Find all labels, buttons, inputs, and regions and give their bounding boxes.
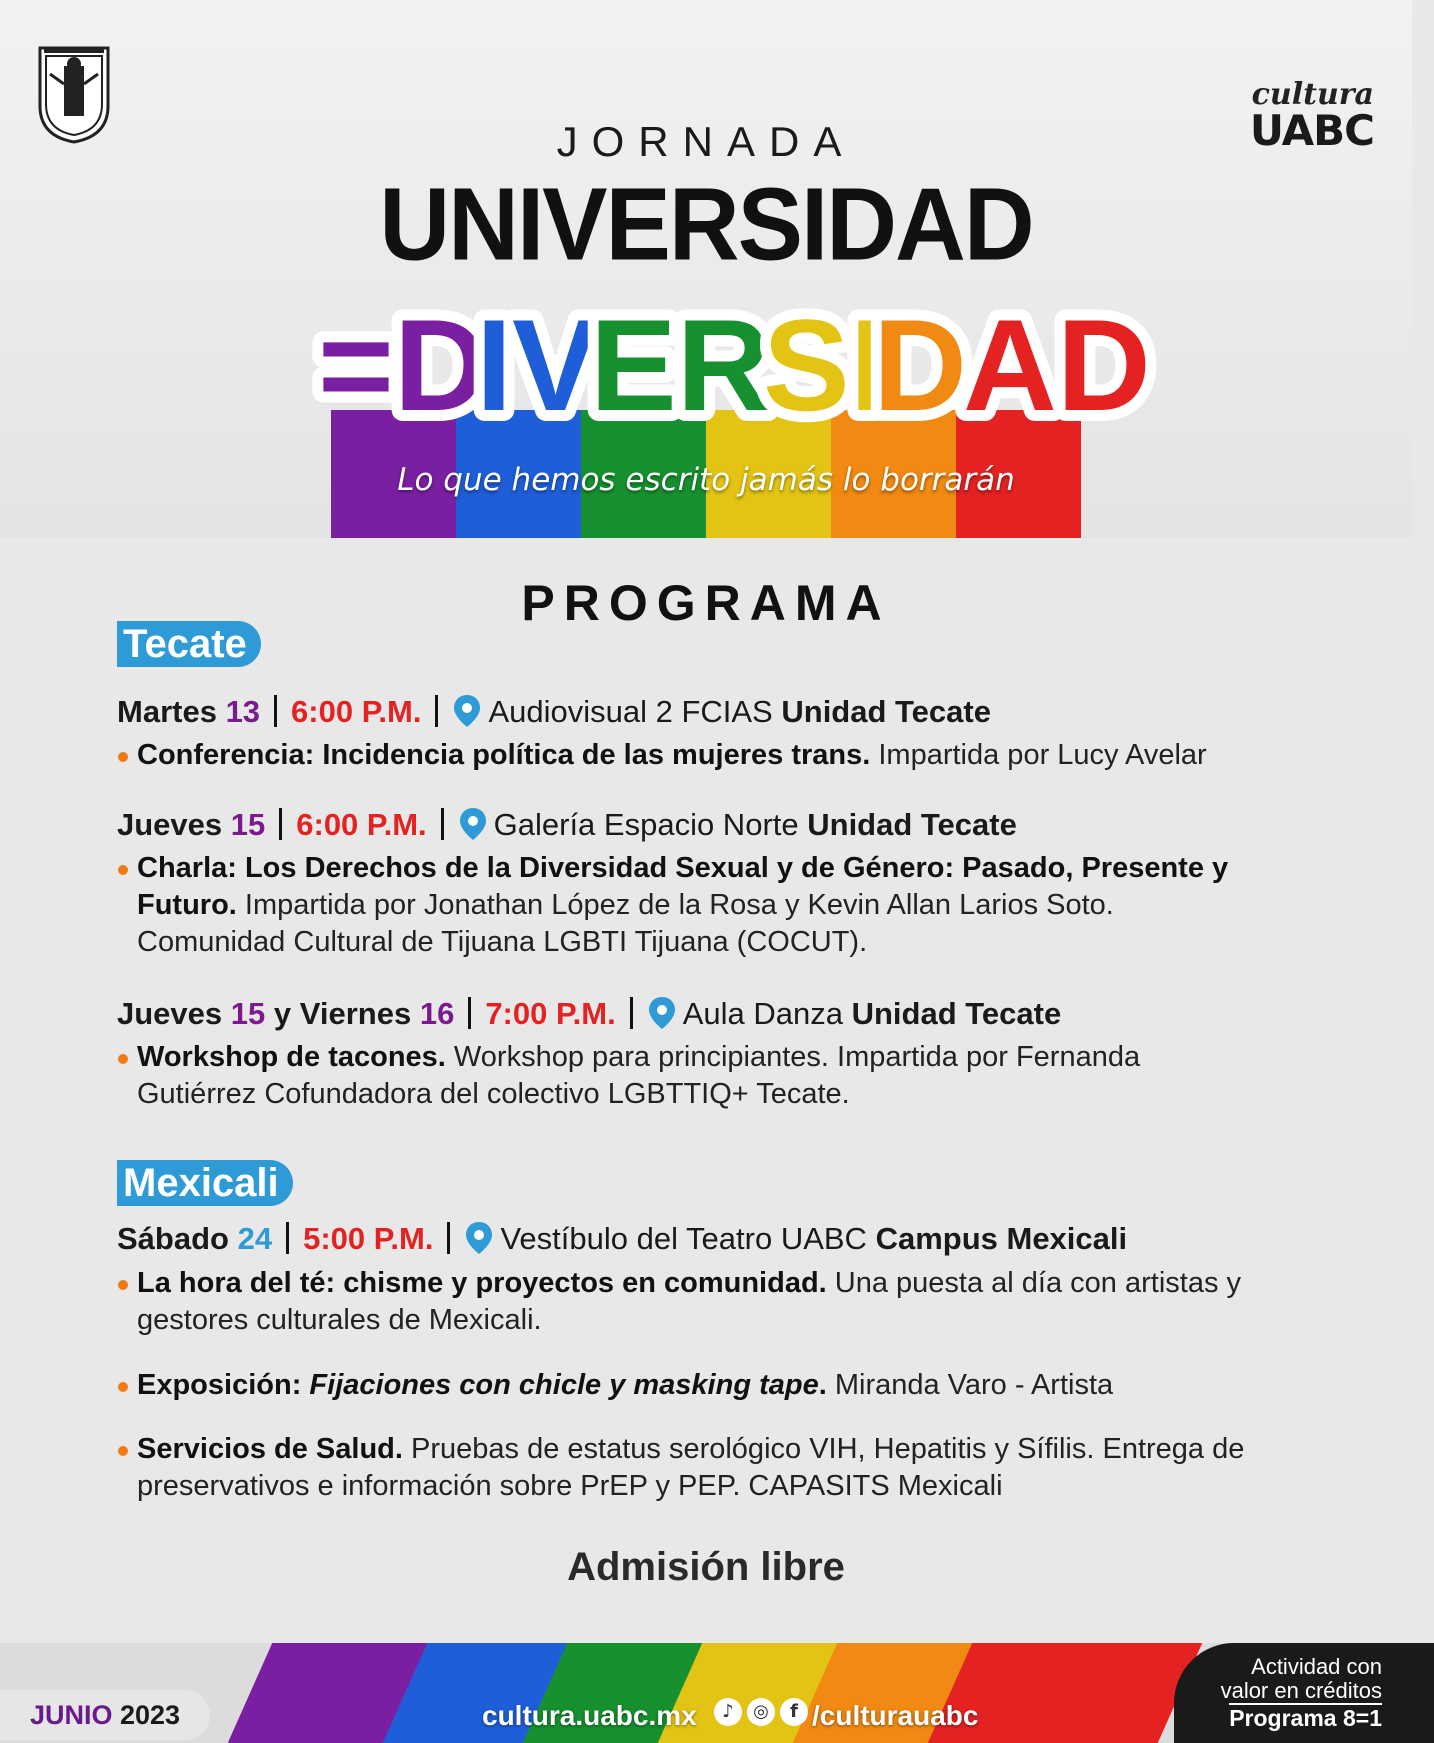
event-date: 24 (237, 1221, 273, 1256)
separator (279, 808, 282, 840)
year: 2023 (119, 1700, 181, 1730)
location-pin-icon (458, 807, 488, 841)
event-unit: Unidad Tecate (807, 807, 1017, 842)
event-description (137, 850, 1247, 961)
event-date: 16 (419, 996, 455, 1031)
event-time: 7:00 P.M. (485, 996, 616, 1031)
event-place: Aula Danza (682, 996, 843, 1031)
mexicali-tag: Mexicali (117, 1160, 293, 1206)
separator (441, 808, 444, 840)
credit-badge (1174, 1643, 1434, 1743)
event-title: Exposición: (137, 1369, 310, 1401)
event-unit: Unidad Tecate (781, 694, 991, 729)
event-place: Vestíbulo del Teatro UABC (500, 1221, 867, 1256)
event-title-end: . (818, 1369, 827, 1401)
instagram-icon[interactable]: ◎ (747, 1698, 775, 1726)
social-icons (714, 1698, 808, 1726)
event-place: Audiovisual 2 FCIAS (488, 694, 773, 729)
event-title: Servicios de Salud. (137, 1433, 403, 1465)
website-link[interactable]: cultura.uabc.mx (482, 1700, 697, 1731)
diversidad-title (318, 282, 1151, 438)
event-title: Charla: Los Derechos de la Diversidad Sexual y de Género: Pasado, Presente y Futuro. (137, 852, 1229, 921)
event-title-italic: Fijaciones con chicle y masking tape (309, 1369, 819, 1401)
div-char: ER (590, 292, 771, 438)
slogan: Lo que hemos escrito jamás lo borrarán (397, 462, 1015, 498)
credit-line-1: Actividad con (1251, 1654, 1382, 1679)
event-conjunction: y (273, 996, 292, 1031)
event-day: Martes (117, 694, 217, 729)
event-description (137, 1265, 1257, 1339)
tiktok-icon[interactable]: ♪ (714, 1698, 742, 1726)
location-pin-icon (452, 694, 482, 728)
date-badge (0, 1690, 210, 1740)
separator (286, 1222, 289, 1254)
event-date: 13 (225, 694, 261, 729)
month: JUNIO (29, 1700, 113, 1730)
separator (435, 695, 438, 727)
jornada-label: JORNADA (556, 118, 856, 165)
cultura-logo-text: cultura (1251, 77, 1374, 112)
event-description (137, 737, 1287, 774)
event-time: 5:00 P.M. (303, 1221, 434, 1256)
separator (630, 997, 633, 1029)
event-day: Viernes (299, 996, 412, 1031)
div-char: AD (963, 292, 1151, 438)
facebook-icon[interactable]: f (780, 1698, 808, 1726)
event-day: Jueves (117, 807, 223, 842)
separator (274, 695, 277, 727)
location-pin-icon (464, 1221, 494, 1255)
social-handle[interactable]: /culturauabc (812, 1700, 979, 1731)
tecate-tag: Tecate (117, 621, 261, 667)
event-title: Workshop de tacones. (137, 1041, 446, 1073)
event-description (137, 1367, 1287, 1404)
event-header (117, 692, 991, 732)
event-description (137, 1431, 1287, 1505)
event-text: Impartida por Jonathan López de la Rosa y Kevin Allan Larios Soto. Comunidad Cultural de Tijuana LGBTI Tijuana (COCUT). (137, 889, 1114, 958)
div-char: SI (763, 292, 886, 438)
event-date: 15 (230, 996, 266, 1031)
event-header (117, 805, 1017, 845)
separator (447, 1222, 450, 1254)
event-text: Miranda Varo - Artista (826, 1369, 1114, 1401)
div-char: IV (476, 292, 599, 438)
event-title: Conferencia: Incidencia política de las mujeres trans. (137, 739, 871, 771)
event-header (117, 994, 1061, 1034)
event-unit: Campus Mexicali (875, 1221, 1128, 1256)
event-text: Workshop para principiantes. Impartida por Fernanda Gutiérrez Cofundadora del colectivo LGBTTIQ+ Tecate. (137, 1041, 1141, 1110)
event-date: 15 (230, 807, 266, 842)
event-description (137, 1039, 1207, 1113)
div-char: D (873, 292, 967, 438)
separator (468, 997, 471, 1029)
event-unit: Unidad Tecate (851, 996, 1062, 1031)
event-text: Impartida por Lucy Avelar (870, 739, 1207, 771)
location-pin-icon (647, 996, 677, 1030)
event-title: La hora del té: chisme y proyectos en comunidad. (137, 1267, 827, 1299)
event-text: Pruebas de estatus serológico VIH, Hepatitis y Sífilis. Entrega de preservativos e información sobre PrEP y PEP. CAPASITS Mexicali (137, 1433, 1245, 1502)
event-text: Una puesta al día con artistas y gestores culturales de Mexicali. (137, 1267, 1242, 1336)
programa-title: PROGRAMA (521, 575, 891, 631)
event-time: 6:00 P.M. (291, 694, 422, 729)
event-time: 6:00 P.M. (296, 807, 427, 842)
event-day: Sábado (117, 1221, 229, 1256)
uabc-logo-text: UABC (1249, 106, 1374, 155)
credit-line-2: valor en créditos (1220, 1678, 1382, 1703)
admision-libre: Admisión libre (567, 1545, 845, 1589)
event-header (117, 1219, 1127, 1259)
div-char: =D (318, 292, 488, 438)
event-place: Galería Espacio Norte (493, 807, 799, 842)
universidad-title: UNIVERSIDAD (379, 166, 1033, 282)
event-day: Jueves (117, 996, 223, 1031)
credit-line-3: Programa 8=1 (1229, 1705, 1382, 1731)
